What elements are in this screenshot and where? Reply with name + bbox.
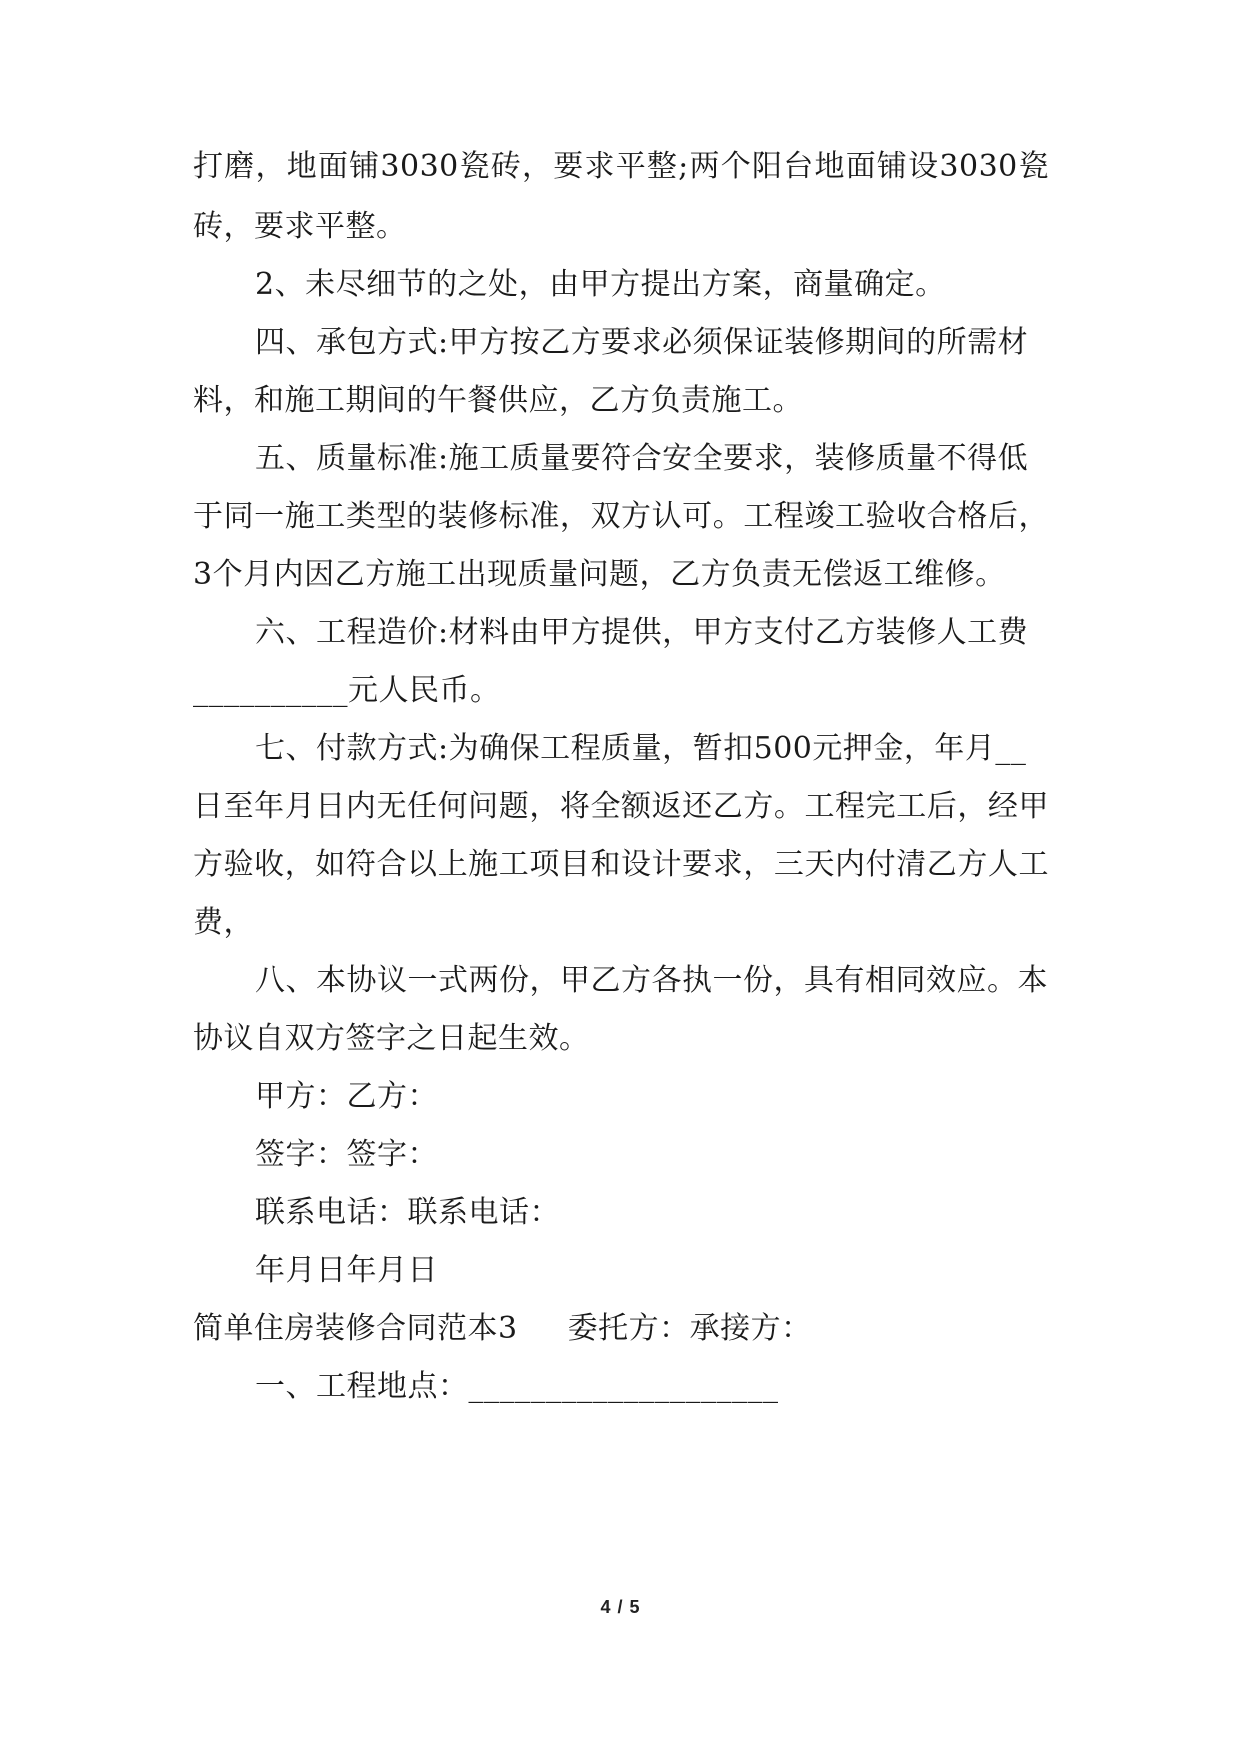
- heading-title: 简单住房装修合同范本3: [193, 1311, 518, 1346]
- paragraph-line: 3个月内因乙方施工出现质量问题，乙方负责无偿返工维修。: [193, 557, 1006, 592]
- paragraph-line: 五、质量标准:施工质量要符合安全要求，装修质量不得低: [255, 441, 1029, 476]
- paragraph-line: 砖，要求平整。: [193, 209, 407, 244]
- paragraph-line: __________元人民币。: [193, 673, 501, 708]
- paragraph-line: 2、未尽细节的之处，由甲方提出方案，商量确定。: [255, 267, 946, 302]
- paragraph-line: 打磨，地面铺3030瓷砖，要求平整;两个阳台地面铺设3030瓷: [193, 149, 1049, 184]
- date-line: 年月日年月日: [255, 1253, 438, 1288]
- paragraph-line: 八、本协议一式两份，甲乙方各执一份，具有相同效应。本: [255, 963, 1048, 998]
- paragraph-line: 于同一施工类型的装修标准，双方认可。工程竣工验收合格后，: [193, 499, 1049, 534]
- paragraph-line: 费，: [193, 905, 254, 940]
- section-heading: [193, 1309, 812, 1349]
- paragraph-line: 四、承包方式:甲方按乙方要求必须保证装修期间的所需材: [255, 325, 1029, 360]
- contact-phone-line: 联系电话：联系电话：: [255, 1195, 560, 1230]
- paragraph-line: 协议自双方签字之日起生效。: [193, 1021, 590, 1056]
- paragraph-line: 七、付款方式:为确保工程质量，暂扣500元押金，年月__: [255, 731, 1027, 766]
- page-indicator: 4 / 5: [600, 1597, 641, 1617]
- paragraph-line: 方验收，如符合以上施工项目和设计要求，三天内付清乙方人工: [193, 847, 1049, 882]
- paragraph-line: 日至年月日内无任何问题，将全额返还乙方。工程完工后，经甲: [193, 789, 1049, 824]
- signature-line: 签字：签字：: [255, 1137, 438, 1172]
- project-location-line: 一、工程地点：____________________: [255, 1369, 779, 1404]
- heading-parties: 委托方：承接方：: [567, 1311, 812, 1346]
- signature-parties-line: 甲方：乙方：: [255, 1079, 438, 1114]
- paragraph-line: 六、工程造价:材料由甲方提供，甲方支付乙方装修人工费: [255, 615, 1029, 650]
- paragraph-line: 料，和施工期间的午餐供应，乙方负责施工。: [193, 383, 803, 418]
